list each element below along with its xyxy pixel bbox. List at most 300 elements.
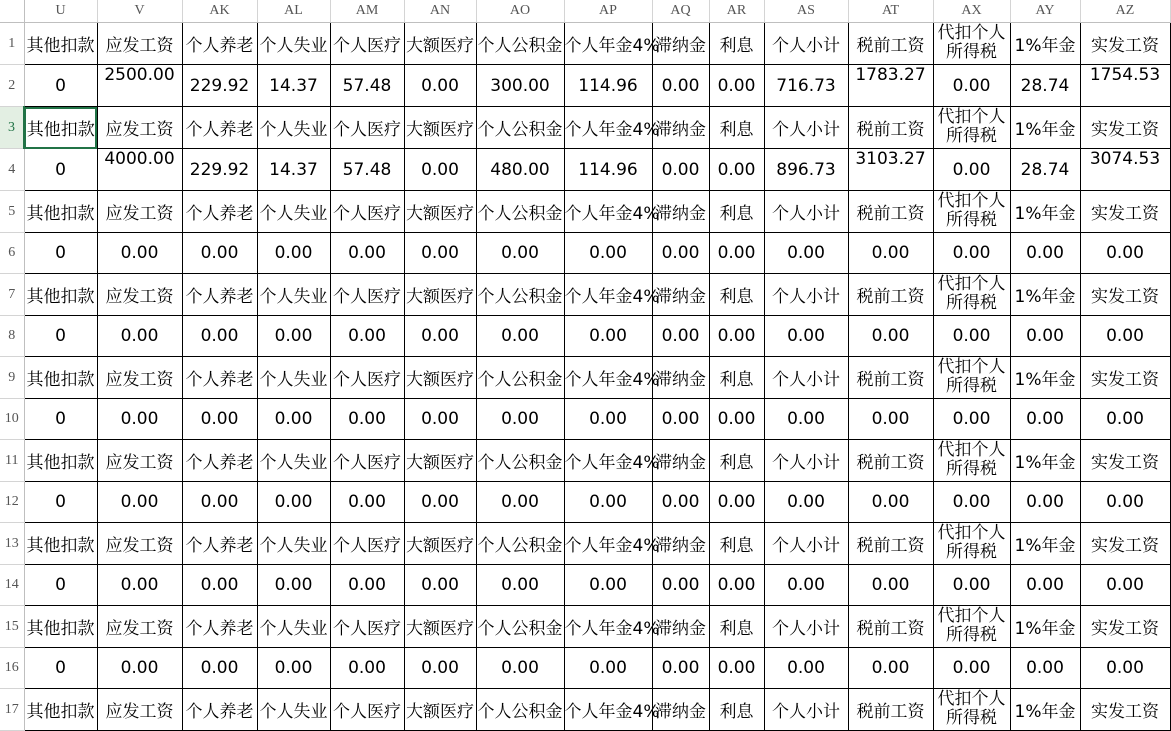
cell-ap-11[interactable]: 个人年金4% bbox=[564, 440, 652, 482]
cell-ao-13[interactable]: 个人公积金 bbox=[476, 523, 564, 565]
cell-u-12[interactable]: 0 bbox=[24, 482, 97, 523]
cell-ax-10[interactable]: 0.00 bbox=[933, 399, 1010, 440]
cell-at-13[interactable]: 税前工资 bbox=[848, 523, 933, 565]
cell-am-17[interactable]: 个人医疗 bbox=[330, 689, 404, 731]
cell-az-13[interactable]: 实发工资 bbox=[1080, 523, 1170, 565]
row-header-8[interactable]: 8 bbox=[0, 316, 24, 357]
cell-at-4[interactable]: 3103.27 bbox=[848, 149, 933, 191]
cell-u-15[interactable]: 其他扣款 bbox=[24, 606, 97, 648]
cell-an-14[interactable]: 0.00 bbox=[404, 565, 476, 606]
cell-at-14[interactable]: 0.00 bbox=[848, 565, 933, 606]
cell-v-15[interactable]: 应发工资 bbox=[97, 606, 182, 648]
cell-ao-6[interactable]: 0.00 bbox=[476, 233, 564, 274]
cell-aq-14[interactable]: 0.00 bbox=[652, 565, 709, 606]
cell-as-14[interactable]: 0.00 bbox=[764, 565, 848, 606]
column-header-row bbox=[0, 0, 1170, 23]
cell-ar-5[interactable]: 利息 bbox=[709, 191, 764, 233]
column-header-al[interactable]: AL bbox=[257, 0, 330, 23]
cell-ay-15[interactable]: 1%年金 bbox=[1010, 606, 1080, 648]
cell-an-16[interactable]: 0.00 bbox=[404, 648, 476, 689]
cell-u-11[interactable]: 其他扣款 bbox=[24, 440, 97, 482]
cell-v-7[interactable]: 应发工资 bbox=[97, 274, 182, 316]
cell-ay-6[interactable]: 0.00 bbox=[1010, 233, 1080, 274]
table-row bbox=[0, 65, 1170, 107]
cell-ax-9[interactable]: 代扣个人所得税 bbox=[933, 357, 1010, 399]
cell-u-13[interactable]: 其他扣款 bbox=[24, 523, 97, 565]
cell-az-10[interactable]: 0.00 bbox=[1080, 399, 1170, 440]
row-header-2[interactable]: 2 bbox=[0, 65, 24, 107]
column-header-ao[interactable]: AO bbox=[476, 0, 564, 23]
cell-ay-17[interactable]: 1%年金 bbox=[1010, 689, 1080, 731]
cell-u-4[interactable]: 0 bbox=[24, 149, 97, 191]
cell-al-8[interactable]: 0.00 bbox=[257, 316, 330, 357]
cell-al-16[interactable]: 0.00 bbox=[257, 648, 330, 689]
cell-as-5[interactable]: 个人小计 bbox=[764, 191, 848, 233]
cell-as-7[interactable]: 个人小计 bbox=[764, 274, 848, 316]
cell-at-2[interactable]: 1783.27 bbox=[848, 65, 933, 107]
cell-ak-17[interactable]: 个人养老 bbox=[182, 689, 257, 731]
cell-at-5[interactable]: 税前工资 bbox=[848, 191, 933, 233]
cell-ar-11[interactable]: 利息 bbox=[709, 440, 764, 482]
cell-aq-2[interactable]: 0.00 bbox=[652, 65, 709, 107]
cell-aq-17[interactable]: 滞纳金 bbox=[652, 689, 709, 731]
cell-az-14[interactable]: 0.00 bbox=[1080, 565, 1170, 606]
cell-u-2[interactable]: 0 bbox=[24, 65, 97, 107]
cell-v-2[interactable]: 2500.00 bbox=[97, 65, 182, 107]
cell-ay-7[interactable]: 1%年金 bbox=[1010, 274, 1080, 316]
cell-aq-9[interactable]: 滞纳金 bbox=[652, 357, 709, 399]
cell-az-11[interactable]: 实发工资 bbox=[1080, 440, 1170, 482]
cell-ay-3[interactable]: 1%年金 bbox=[1010, 107, 1080, 149]
cell-ax-11[interactable]: 代扣个人所得税 bbox=[933, 440, 1010, 482]
column-header-ax[interactable]: AX bbox=[933, 0, 1010, 23]
cell-at-1[interactable]: 税前工资 bbox=[848, 23, 933, 65]
cell-ao-12[interactable]: 0.00 bbox=[476, 482, 564, 523]
cell-an-10[interactable]: 0.00 bbox=[404, 399, 476, 440]
cell-as-17[interactable]: 个人小计 bbox=[764, 689, 848, 731]
cell-ap-17[interactable]: 个人年金4% bbox=[564, 689, 652, 731]
cell-ap-16[interactable]: 0.00 bbox=[564, 648, 652, 689]
column-header-ap[interactable]: AP bbox=[564, 0, 652, 23]
cell-ay-2[interactable]: 28.74 bbox=[1010, 65, 1080, 107]
cell-at-9[interactable]: 税前工资 bbox=[848, 357, 933, 399]
cell-ay-10[interactable]: 0.00 bbox=[1010, 399, 1080, 440]
cell-ar-16[interactable]: 0.00 bbox=[709, 648, 764, 689]
column-header-u[interactable]: U bbox=[24, 0, 97, 23]
table-row bbox=[0, 523, 1170, 565]
row-header-16[interactable]: 16 bbox=[0, 648, 24, 689]
cell-ak-8[interactable]: 0.00 bbox=[182, 316, 257, 357]
cell-aq-6[interactable]: 0.00 bbox=[652, 233, 709, 274]
cell-u-14[interactable]: 0 bbox=[24, 565, 97, 606]
table-row bbox=[0, 440, 1170, 482]
cell-al-6[interactable]: 0.00 bbox=[257, 233, 330, 274]
cell-am-10[interactable]: 0.00 bbox=[330, 399, 404, 440]
cell-ay-8[interactable]: 0.00 bbox=[1010, 316, 1080, 357]
cell-ap-8[interactable]: 0.00 bbox=[564, 316, 652, 357]
cell-u-7[interactable]: 其他扣款 bbox=[24, 274, 97, 316]
cell-ap-14[interactable]: 0.00 bbox=[564, 565, 652, 606]
column-header-ak[interactable]: AK bbox=[182, 0, 257, 23]
row-header-7[interactable]: 7 bbox=[0, 274, 24, 316]
cell-al-7[interactable]: 个人失业 bbox=[257, 274, 330, 316]
row-header-13[interactable]: 13 bbox=[0, 523, 24, 565]
row-header-12[interactable]: 12 bbox=[0, 482, 24, 523]
cell-ar-6[interactable]: 0.00 bbox=[709, 233, 764, 274]
cell-al-3[interactable]: 个人失业 bbox=[257, 107, 330, 149]
cell-ak-10[interactable]: 0.00 bbox=[182, 399, 257, 440]
cell-u-10[interactable]: 0 bbox=[24, 399, 97, 440]
table-row bbox=[0, 357, 1170, 399]
table-row bbox=[0, 316, 1170, 357]
cell-v-3[interactable]: 应发工资 bbox=[97, 107, 182, 149]
cell-az-7[interactable]: 实发工资 bbox=[1080, 274, 1170, 316]
cell-an-17[interactable]: 大额医疗 bbox=[404, 689, 476, 731]
cell-ao-7[interactable]: 个人公积金 bbox=[476, 274, 564, 316]
cell-ak-7[interactable]: 个人养老 bbox=[182, 274, 257, 316]
cell-an-4[interactable]: 0.00 bbox=[404, 149, 476, 191]
cell-ak-6[interactable]: 0.00 bbox=[182, 233, 257, 274]
cell-ap-1[interactable]: 个人年金4% bbox=[564, 23, 652, 65]
cell-ak-11[interactable]: 个人养老 bbox=[182, 440, 257, 482]
table-row bbox=[0, 689, 1170, 731]
cell-az-3[interactable]: 实发工资 bbox=[1080, 107, 1170, 149]
cell-u-8[interactable]: 0 bbox=[24, 316, 97, 357]
cell-az-6[interactable]: 0.00 bbox=[1080, 233, 1170, 274]
cell-v-12[interactable]: 0.00 bbox=[97, 482, 182, 523]
cell-am-8[interactable]: 0.00 bbox=[330, 316, 404, 357]
cell-at-11[interactable]: 税前工资 bbox=[848, 440, 933, 482]
cell-ao-10[interactable]: 0.00 bbox=[476, 399, 564, 440]
cell-u-16[interactable]: 0 bbox=[24, 648, 97, 689]
row-header-3[interactable]: 3 bbox=[0, 107, 24, 149]
cell-v-8[interactable]: 0.00 bbox=[97, 316, 182, 357]
cell-u-1[interactable]: 其他扣款 bbox=[24, 23, 97, 65]
cell-aq-3[interactable]: 滞纳金 bbox=[652, 107, 709, 149]
cell-az-15[interactable]: 实发工资 bbox=[1080, 606, 1170, 648]
row-header-6[interactable]: 6 bbox=[0, 233, 24, 274]
cell-an-3[interactable]: 大额医疗 bbox=[404, 107, 476, 149]
cell-al-2[interactable]: 14.37 bbox=[257, 65, 330, 107]
cell-ak-12[interactable]: 0.00 bbox=[182, 482, 257, 523]
cell-an-11[interactable]: 大额医疗 bbox=[404, 440, 476, 482]
cell-am-7[interactable]: 个人医疗 bbox=[330, 274, 404, 316]
cell-ay-5[interactable]: 1%年金 bbox=[1010, 191, 1080, 233]
cell-ar-4[interactable]: 0.00 bbox=[709, 149, 764, 191]
cell-u-3[interactable]: 其他扣款 bbox=[24, 107, 97, 149]
cell-am-13[interactable]: 个人医疗 bbox=[330, 523, 404, 565]
cell-ax-7[interactable]: 代扣个人所得税 bbox=[933, 274, 1010, 316]
cell-ap-2[interactable]: 114.96 bbox=[564, 65, 652, 107]
cell-am-5[interactable]: 个人医疗 bbox=[330, 191, 404, 233]
cell-as-12[interactable]: 0.00 bbox=[764, 482, 848, 523]
cell-ay-9[interactable]: 1%年金 bbox=[1010, 357, 1080, 399]
cell-al-5[interactable]: 个人失业 bbox=[257, 191, 330, 233]
cell-as-6[interactable]: 0.00 bbox=[764, 233, 848, 274]
cell-az-8[interactable]: 0.00 bbox=[1080, 316, 1170, 357]
column-header-ay[interactable]: AY bbox=[1010, 0, 1080, 23]
cell-ao-16[interactable]: 0.00 bbox=[476, 648, 564, 689]
cell-aq-7[interactable]: 滞纳金 bbox=[652, 274, 709, 316]
cell-u-5[interactable]: 其他扣款 bbox=[24, 191, 97, 233]
cell-u-9[interactable]: 其他扣款 bbox=[24, 357, 97, 399]
cell-az-2[interactable]: 1754.53 bbox=[1080, 65, 1170, 107]
column-header-an[interactable]: AN bbox=[404, 0, 476, 23]
cell-at-3[interactable]: 税前工资 bbox=[848, 107, 933, 149]
cell-al-14[interactable]: 0.00 bbox=[257, 565, 330, 606]
cell-at-8[interactable]: 0.00 bbox=[848, 316, 933, 357]
cell-ak-16[interactable]: 0.00 bbox=[182, 648, 257, 689]
cell-ap-7[interactable]: 个人年金4% bbox=[564, 274, 652, 316]
cell-ak-9[interactable]: 个人养老 bbox=[182, 357, 257, 399]
cell-at-12[interactable]: 0.00 bbox=[848, 482, 933, 523]
cell-al-17[interactable]: 个人失业 bbox=[257, 689, 330, 731]
cell-ap-13[interactable]: 个人年金4% bbox=[564, 523, 652, 565]
cell-at-10[interactable]: 0.00 bbox=[848, 399, 933, 440]
cell-aq-13[interactable]: 滞纳金 bbox=[652, 523, 709, 565]
row-header-14[interactable]: 14 bbox=[0, 565, 24, 606]
cell-ay-1[interactable]: 1%年金 bbox=[1010, 23, 1080, 65]
column-header-az[interactable]: AZ bbox=[1080, 0, 1170, 23]
cell-ax-15[interactable]: 代扣个人所得税 bbox=[933, 606, 1010, 648]
cell-ak-2[interactable]: 229.92 bbox=[182, 65, 257, 107]
cell-aq-10[interactable]: 0.00 bbox=[652, 399, 709, 440]
cell-ay-16[interactable]: 0.00 bbox=[1010, 648, 1080, 689]
cell-ax-16[interactable]: 0.00 bbox=[933, 648, 1010, 689]
cell-as-9[interactable]: 个人小计 bbox=[764, 357, 848, 399]
cell-ax-14[interactable]: 0.00 bbox=[933, 565, 1010, 606]
cell-az-4[interactable]: 3074.53 bbox=[1080, 149, 1170, 191]
cell-aq-15[interactable]: 滞纳金 bbox=[652, 606, 709, 648]
cell-aq-8[interactable]: 0.00 bbox=[652, 316, 709, 357]
column-header-aq[interactable]: AQ bbox=[652, 0, 709, 23]
cell-ao-15[interactable]: 个人公积金 bbox=[476, 606, 564, 648]
cell-al-1[interactable]: 个人失业 bbox=[257, 23, 330, 65]
select-all-corner[interactable] bbox=[0, 0, 24, 23]
cell-ak-4[interactable]: 229.92 bbox=[182, 149, 257, 191]
cell-ax-1[interactable]: 代扣个人所得税 bbox=[933, 23, 1010, 65]
cell-az-1[interactable]: 实发工资 bbox=[1080, 23, 1170, 65]
row-header-11[interactable]: 11 bbox=[0, 440, 24, 482]
cell-am-1[interactable]: 个人医疗 bbox=[330, 23, 404, 65]
cell-an-15[interactable]: 大额医疗 bbox=[404, 606, 476, 648]
cell-aq-12[interactable]: 0.00 bbox=[652, 482, 709, 523]
cell-v-13[interactable]: 应发工资 bbox=[97, 523, 182, 565]
cell-v-5[interactable]: 应发工资 bbox=[97, 191, 182, 233]
row-header-4[interactable]: 4 bbox=[0, 149, 24, 191]
cell-u-6[interactable]: 0 bbox=[24, 233, 97, 274]
cell-v-1[interactable]: 应发工资 bbox=[97, 23, 182, 65]
cell-aq-1[interactable]: 滞纳金 bbox=[652, 23, 709, 65]
cell-as-2[interactable]: 716.73 bbox=[764, 65, 848, 107]
cell-as-3[interactable]: 个人小计 bbox=[764, 107, 848, 149]
cell-ax-3[interactable]: 代扣个人所得税 bbox=[933, 107, 1010, 149]
cell-ax-4[interactable]: 0.00 bbox=[933, 149, 1010, 191]
cell-ar-15[interactable]: 利息 bbox=[709, 606, 764, 648]
cell-ao-2[interactable]: 300.00 bbox=[476, 65, 564, 107]
cell-ak-5[interactable]: 个人养老 bbox=[182, 191, 257, 233]
cell-ax-13[interactable]: 代扣个人所得税 bbox=[933, 523, 1010, 565]
cell-al-13[interactable]: 个人失业 bbox=[257, 523, 330, 565]
cell-ar-1[interactable]: 利息 bbox=[709, 23, 764, 65]
cell-ap-15[interactable]: 个人年金4% bbox=[564, 606, 652, 648]
cell-ao-8[interactable]: 0.00 bbox=[476, 316, 564, 357]
cell-am-9[interactable]: 个人医疗 bbox=[330, 357, 404, 399]
column-header-v[interactable]: V bbox=[97, 0, 182, 23]
column-header-at[interactable]: AT bbox=[848, 0, 933, 23]
cell-ak-15[interactable]: 个人养老 bbox=[182, 606, 257, 648]
cell-ao-5[interactable]: 个人公积金 bbox=[476, 191, 564, 233]
row-header-10[interactable]: 10 bbox=[0, 399, 24, 440]
cell-an-7[interactable]: 大额医疗 bbox=[404, 274, 476, 316]
table-row bbox=[0, 191, 1170, 233]
cell-aq-11[interactable]: 滞纳金 bbox=[652, 440, 709, 482]
table-row bbox=[0, 23, 1170, 65]
cell-ao-14[interactable]: 0.00 bbox=[476, 565, 564, 606]
cell-al-4[interactable]: 14.37 bbox=[257, 149, 330, 191]
cell-ax-12[interactable]: 0.00 bbox=[933, 482, 1010, 523]
cell-ay-13[interactable]: 1%年金 bbox=[1010, 523, 1080, 565]
cell-ap-12[interactable]: 0.00 bbox=[564, 482, 652, 523]
table-row bbox=[0, 565, 1170, 606]
cell-v-17[interactable]: 应发工资 bbox=[97, 689, 182, 731]
table-row bbox=[0, 482, 1170, 523]
cell-am-3[interactable]: 个人医疗 bbox=[330, 107, 404, 149]
row-header-9[interactable]: 9 bbox=[0, 357, 24, 399]
cell-ay-4[interactable]: 28.74 bbox=[1010, 149, 1080, 191]
cell-at-7[interactable]: 税前工资 bbox=[848, 274, 933, 316]
cell-ao-4[interactable]: 480.00 bbox=[476, 149, 564, 191]
cell-an-2[interactable]: 0.00 bbox=[404, 65, 476, 107]
cell-ar-12[interactable]: 0.00 bbox=[709, 482, 764, 523]
cell-al-11[interactable]: 个人失业 bbox=[257, 440, 330, 482]
cell-ay-11[interactable]: 1%年金 bbox=[1010, 440, 1080, 482]
cell-az-9[interactable]: 实发工资 bbox=[1080, 357, 1170, 399]
cell-an-6[interactable]: 0.00 bbox=[404, 233, 476, 274]
cell-am-2[interactable]: 57.48 bbox=[330, 65, 404, 107]
cell-ar-14[interactable]: 0.00 bbox=[709, 565, 764, 606]
cell-am-14[interactable]: 0.00 bbox=[330, 565, 404, 606]
cell-as-8[interactable]: 0.00 bbox=[764, 316, 848, 357]
cell-am-4[interactable]: 57.48 bbox=[330, 149, 404, 191]
cell-ap-4[interactable]: 114.96 bbox=[564, 149, 652, 191]
row-header-1[interactable]: 1 bbox=[0, 23, 24, 65]
cell-al-12[interactable]: 0.00 bbox=[257, 482, 330, 523]
row-header-17[interactable]: 17 bbox=[0, 689, 24, 731]
cell-az-16[interactable]: 0.00 bbox=[1080, 648, 1170, 689]
cell-ak-13[interactable]: 个人养老 bbox=[182, 523, 257, 565]
cell-ar-13[interactable]: 利息 bbox=[709, 523, 764, 565]
cell-al-10[interactable]: 0.00 bbox=[257, 399, 330, 440]
cell-as-15[interactable]: 个人小计 bbox=[764, 606, 848, 648]
cell-at-6[interactable]: 0.00 bbox=[848, 233, 933, 274]
cell-v-6[interactable]: 0.00 bbox=[97, 233, 182, 274]
cell-ak-1[interactable]: 个人养老 bbox=[182, 23, 257, 65]
cell-v-11[interactable]: 应发工资 bbox=[97, 440, 182, 482]
cell-as-16[interactable]: 0.00 bbox=[764, 648, 848, 689]
cell-as-1[interactable]: 个人小计 bbox=[764, 23, 848, 65]
cell-ao-3[interactable]: 个人公积金 bbox=[476, 107, 564, 149]
cell-ao-1[interactable]: 个人公积金 bbox=[476, 23, 564, 65]
cell-ax-2[interactable]: 0.00 bbox=[933, 65, 1010, 107]
cell-at-16[interactable]: 0.00 bbox=[848, 648, 933, 689]
cell-ao-17[interactable]: 个人公积金 bbox=[476, 689, 564, 731]
cell-az-5[interactable]: 实发工资 bbox=[1080, 191, 1170, 233]
cell-ax-8[interactable]: 0.00 bbox=[933, 316, 1010, 357]
cell-ak-14[interactable]: 0.00 bbox=[182, 565, 257, 606]
cell-az-12[interactable]: 0.00 bbox=[1080, 482, 1170, 523]
cell-am-12[interactable]: 0.00 bbox=[330, 482, 404, 523]
cell-u-17[interactable]: 其他扣款 bbox=[24, 689, 97, 731]
cell-am-16[interactable]: 0.00 bbox=[330, 648, 404, 689]
cell-as-10[interactable]: 0.00 bbox=[764, 399, 848, 440]
cell-ap-3[interactable]: 个人年金4% bbox=[564, 107, 652, 149]
cell-as-4[interactable]: 896.73 bbox=[764, 149, 848, 191]
cell-an-5[interactable]: 大额医疗 bbox=[404, 191, 476, 233]
cell-am-15[interactable]: 个人医疗 bbox=[330, 606, 404, 648]
cell-ar-10[interactable]: 0.00 bbox=[709, 399, 764, 440]
cell-ax-5[interactable]: 代扣个人所得税 bbox=[933, 191, 1010, 233]
cell-ay-14[interactable]: 0.00 bbox=[1010, 565, 1080, 606]
cell-ap-10[interactable]: 0.00 bbox=[564, 399, 652, 440]
cell-ao-11[interactable]: 个人公积金 bbox=[476, 440, 564, 482]
cell-v-14[interactable]: 0.00 bbox=[97, 565, 182, 606]
cell-ar-3[interactable]: 利息 bbox=[709, 107, 764, 149]
cell-v-4[interactable]: 4000.00 bbox=[97, 149, 182, 191]
cell-ar-2[interactable]: 0.00 bbox=[709, 65, 764, 107]
column-header-ar[interactable]: AR bbox=[709, 0, 764, 23]
cell-ax-6[interactable]: 0.00 bbox=[933, 233, 1010, 274]
cell-ar-8[interactable]: 0.00 bbox=[709, 316, 764, 357]
cell-an-12[interactable]: 0.00 bbox=[404, 482, 476, 523]
cell-az-17[interactable]: 实发工资 bbox=[1080, 689, 1170, 731]
cell-ar-17[interactable]: 利息 bbox=[709, 689, 764, 731]
cell-ap-6[interactable]: 0.00 bbox=[564, 233, 652, 274]
cell-aq-16[interactable]: 0.00 bbox=[652, 648, 709, 689]
cell-al-15[interactable]: 个人失业 bbox=[257, 606, 330, 648]
cell-am-6[interactable]: 0.00 bbox=[330, 233, 404, 274]
row-header-5[interactable]: 5 bbox=[0, 191, 24, 233]
cell-an-13[interactable]: 大额医疗 bbox=[404, 523, 476, 565]
row-header-15[interactable]: 15 bbox=[0, 606, 24, 648]
table-row bbox=[0, 233, 1170, 274]
cell-ap-9[interactable]: 个人年金4% bbox=[564, 357, 652, 399]
cell-an-9[interactable]: 大额医疗 bbox=[404, 357, 476, 399]
cell-as-11[interactable]: 个人小计 bbox=[764, 440, 848, 482]
cell-ao-9[interactable]: 个人公积金 bbox=[476, 357, 564, 399]
column-header-am[interactable]: AM bbox=[330, 0, 404, 23]
cell-aq-4[interactable]: 0.00 bbox=[652, 149, 709, 191]
cell-ax-17[interactable]: 代扣个人所得税 bbox=[933, 689, 1010, 731]
cell-at-17[interactable]: 税前工资 bbox=[848, 689, 933, 731]
cell-aq-5[interactable]: 滞纳金 bbox=[652, 191, 709, 233]
cell-am-11[interactable]: 个人医疗 bbox=[330, 440, 404, 482]
cell-at-15[interactable]: 税前工资 bbox=[848, 606, 933, 648]
cell-an-1[interactable]: 大额医疗 bbox=[404, 23, 476, 65]
cell-ak-3[interactable]: 个人养老 bbox=[182, 107, 257, 149]
cell-ar-9[interactable]: 利息 bbox=[709, 357, 764, 399]
cell-ap-5[interactable]: 个人年金4% bbox=[564, 191, 652, 233]
cell-v-16[interactable]: 0.00 bbox=[97, 648, 182, 689]
cell-ay-12[interactable]: 0.00 bbox=[1010, 482, 1080, 523]
cell-ar-7[interactable]: 利息 bbox=[709, 274, 764, 316]
cell-v-9[interactable]: 应发工资 bbox=[97, 357, 182, 399]
column-header-as[interactable]: AS bbox=[764, 0, 848, 23]
cell-an-8[interactable]: 0.00 bbox=[404, 316, 476, 357]
cell-al-9[interactable]: 个人失业 bbox=[257, 357, 330, 399]
cell-v-10[interactable]: 0.00 bbox=[97, 399, 182, 440]
cell-as-13[interactable]: 个人小计 bbox=[764, 523, 848, 565]
